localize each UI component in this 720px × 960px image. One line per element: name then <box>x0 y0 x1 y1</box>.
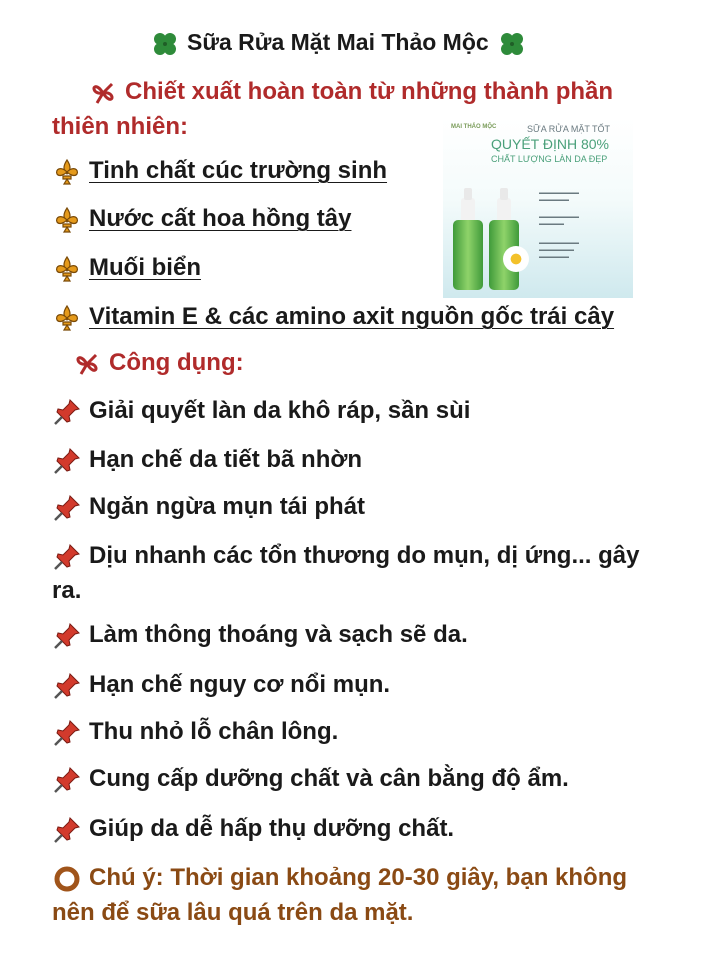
use-item <box>52 670 390 701</box>
use-text: Giải quyết làn da khô ráp, sần sùi <box>89 397 471 424</box>
use-text: Làm thông thoáng và sạch sẽ da. <box>89 621 468 648</box>
title-line <box>150 27 527 59</box>
ingredient-item <box>52 204 351 235</box>
fleur-de-lis-icon <box>52 205 82 235</box>
fleur-de-lis-icon <box>52 254 82 284</box>
extract-heading <box>88 77 613 108</box>
product-note: ▬▬▬▬▬▬▬▬ ▬▬▬▬▬▬ <box>539 190 579 203</box>
product-headline: SỮA RỬA MẶT TỐT <box>527 124 611 134</box>
pushpin-icon <box>52 621 82 651</box>
use-item <box>52 492 365 523</box>
pushpin-icon <box>52 815 82 845</box>
extract-heading-line1: Chiết xuất hoàn toàn từ những thành phần <box>125 78 614 105</box>
uses-heading-text: Công dụng: <box>109 349 244 376</box>
use-text-continued: ra. <box>52 577 82 604</box>
use-item <box>52 764 569 795</box>
pushpin-icon <box>52 446 82 476</box>
note-line <box>52 863 627 894</box>
pushpin-icon <box>52 397 82 427</box>
ingredient-text: Muối biển <box>89 254 201 281</box>
product-note: ▬▬▬▬▬▬▬▬ ▬▬▬▬▬▬▬ ▬▬▬▬▬▬ <box>539 240 579 260</box>
use-text: Hạn chế da tiết bã nhờn <box>89 446 363 473</box>
hollow-circle-icon <box>52 864 82 894</box>
note-text: Chú ý: Thời gian khoảng 20-30 giây, bạn không <box>89 864 628 891</box>
fleur-de-lis-icon <box>52 303 82 333</box>
ingredient-text: Tinh chất cúc trường sinh <box>89 157 388 184</box>
four-leaf-clover-icon <box>150 29 180 59</box>
extract-heading-line2: thiên nhiên: <box>52 113 188 140</box>
product-headline: QUYẾT ĐỊNH 80% <box>491 136 609 152</box>
chamomile-flower-graphic <box>503 246 529 272</box>
ingredient-item <box>52 302 614 333</box>
ingredient-item <box>52 253 201 284</box>
ribbon-icon <box>88 78 118 108</box>
use-text: Thu nhỏ lỗ chân lông. <box>89 718 339 745</box>
use-item <box>52 717 338 748</box>
use-item <box>52 445 362 476</box>
use-item <box>52 814 454 845</box>
use-item <box>52 620 468 651</box>
product-headline: CHẤT LƯỢNG LÀN DA ĐẸP <box>491 154 608 164</box>
pushpin-icon <box>52 542 82 572</box>
note-text-continued: nên để sữa lâu quá trên da mặt. <box>52 899 414 926</box>
use-text: Giúp da dễ hấp thụ dưỡng chất. <box>89 815 455 842</box>
uses-heading <box>72 348 244 379</box>
bottle-graphic <box>453 220 483 290</box>
product-note: ▬▬▬▬▬▬▬▬ ▬▬▬▬▬ <box>539 214 579 227</box>
use-text: Hạn chế nguy cơ nổi mụn. <box>89 671 391 698</box>
use-text: Ngăn ngừa mụn tái phát <box>89 493 366 520</box>
ingredient-text: Nước cất hoa hồng tây <box>89 205 352 232</box>
use-item <box>52 396 470 427</box>
ribbon-icon <box>72 349 102 379</box>
page-title: Sữa Rửa Mặt Mai Thảo Mộc <box>187 29 489 55</box>
ingredient-text: Vitamin E & các amino axit nguồn gốc trái cây <box>89 303 615 330</box>
product-brand: MAI THẢO MỘC <box>451 124 497 130</box>
pushpin-icon <box>52 765 82 795</box>
use-text: Cung cấp dưỡng chất và cân bằng độ ẩm. <box>89 765 569 792</box>
ingredient-item <box>52 156 387 187</box>
fleur-de-lis-icon <box>52 157 82 187</box>
use-text: Dịu nhanh các tổn thương do mụn, dị ứng... gây <box>89 542 640 569</box>
pushpin-icon <box>52 493 82 523</box>
product-image <box>443 118 633 298</box>
pushpin-icon <box>52 718 82 748</box>
four-leaf-clover-icon <box>497 29 527 59</box>
pushpin-icon <box>52 671 82 701</box>
use-item <box>52 541 639 572</box>
